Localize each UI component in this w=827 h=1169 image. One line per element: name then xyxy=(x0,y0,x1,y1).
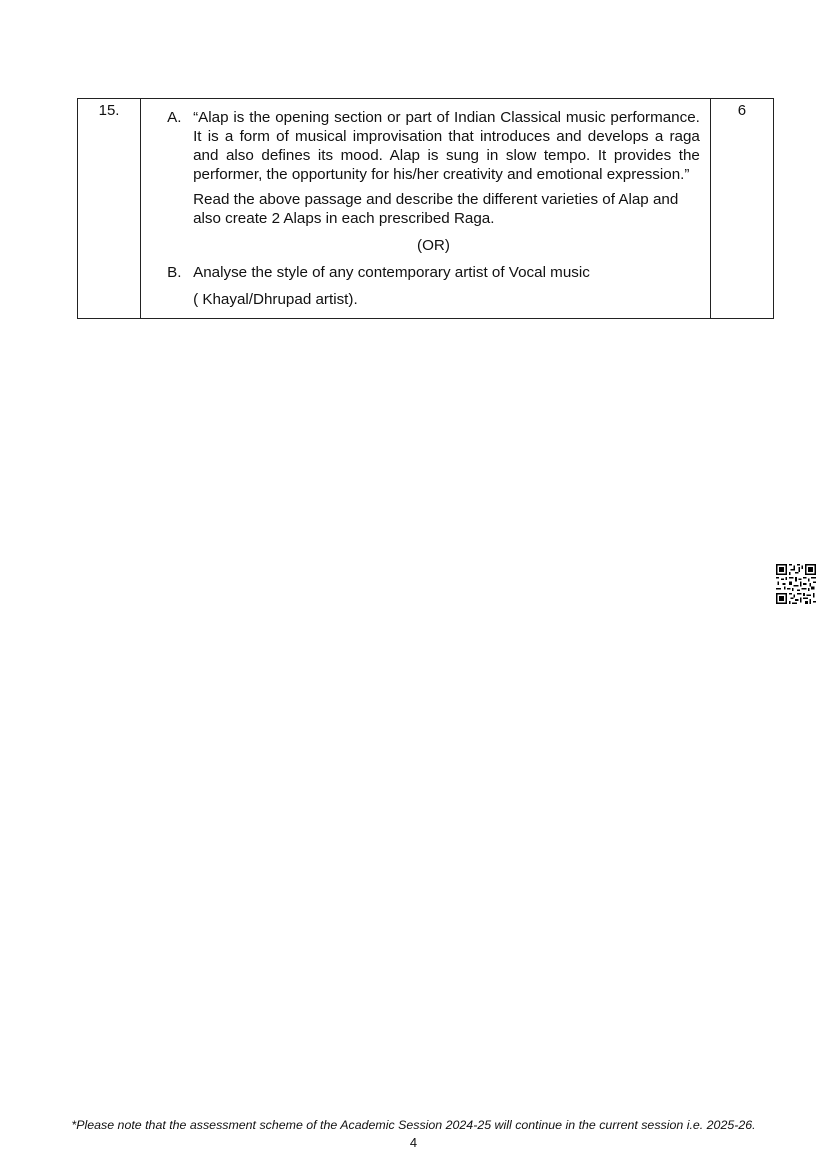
option-a-passage: “Alap is the opening section or part of Indian Classical music performance. It is a form of musical improvisation that introduces and develops a raga and also defines its mood. Alap is sung in slow tempo. It provides the performer, the opportunity for his/her creativity and emotional expression.” xyxy=(193,109,700,183)
question-body xyxy=(141,99,711,319)
option-b-text: Analyse the style of any contemporary artist of Vocal music xyxy=(193,264,590,281)
option-b xyxy=(167,263,700,309)
option-a xyxy=(167,108,700,228)
option-a-content xyxy=(193,108,700,228)
question-marks: 6 xyxy=(710,99,773,319)
option-a-letter: A. xyxy=(167,109,182,126)
option-b-letter: B. xyxy=(167,264,182,281)
question-number: 15. xyxy=(78,99,141,319)
option-a-task: Read the above passage and describe the different varieties of Alap and also create 2 Alaps in each prescribed Raga. xyxy=(193,191,679,227)
option-b-subtext: ( Khayal/Dhrupad artist). xyxy=(193,291,358,308)
page-number: 4 xyxy=(409,1135,418,1150)
or-separator: (OR) xyxy=(417,237,450,254)
option-b-content xyxy=(193,263,700,309)
question-table xyxy=(77,98,774,319)
footer-note: *Please note that the assessment scheme of the Academic Session 2024-25 will continue in the current session i.e. 2025-26. xyxy=(71,1118,756,1132)
question-row xyxy=(78,99,774,319)
qr-code-icon xyxy=(776,564,816,604)
